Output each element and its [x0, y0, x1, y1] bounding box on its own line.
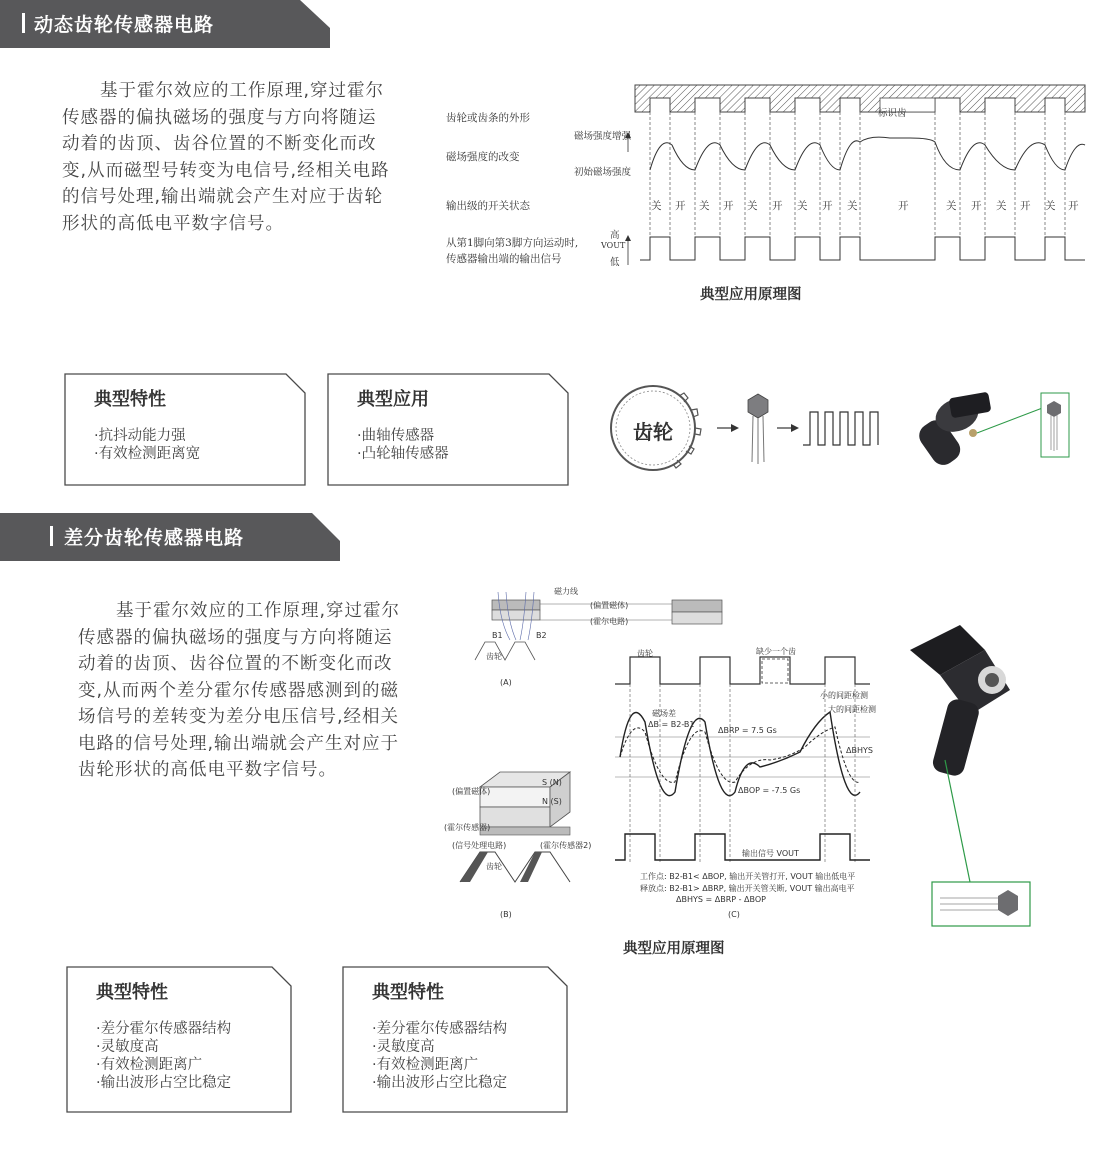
row-label-switch-state: 输出级的开关状态 [446, 200, 530, 212]
switch-state-label: 开 [772, 200, 783, 212]
switch-state-label: 开 [1068, 200, 1079, 212]
differential-sensor-image [900, 620, 1060, 930]
hall-chip [748, 394, 768, 418]
switch-state-label: 关 [996, 200, 1007, 212]
switch-state-label: 开 [1020, 200, 1031, 212]
section2-title: 差分齿轮传感器电路 [64, 527, 245, 549]
card-diff-a-list [96, 1020, 231, 1092]
switch-state-label: 关 [847, 200, 858, 212]
card-diff-features-b [342, 966, 568, 1113]
list-item: ·差分霍尔传感器结构 [372, 1021, 508, 1037]
card-diff-features-a [66, 966, 292, 1113]
section2-banner [0, 513, 340, 561]
switch-state-label: 开 [898, 200, 909, 212]
b1-label: B1 [492, 631, 503, 640]
section1-paragraph [62, 78, 392, 237]
list-item: ·有效检测距离广 [96, 1057, 203, 1073]
field-diff-label: 磁场差 [652, 709, 676, 718]
row-label-gear-shape: 齿轮或齿条的外形 [446, 112, 530, 124]
switch-state-label: 关 [747, 200, 758, 212]
bhys-label: ΔBHYS [846, 746, 873, 755]
label-c: (C) [728, 910, 740, 919]
list-item: ·差分霍尔传感器结构 [96, 1021, 232, 1037]
section2-paragraph-text: 基于霍尔效应的工作原理,穿过霍尔传感器的偏执磁场的强度与方向将随运动着的齿顶、齿谷位置的不断变化而改变,从而两个差分霍尔传感器感测到的磁场信号的差转变为差分电压信号,经相关电路的信号处理,输出端就会产生对应于齿轮形状的高低电平数字信号。 [78, 601, 401, 780]
b2-label: B2 [536, 631, 547, 640]
row-label-direction: 从第1脚向第3脚方向运动时, [446, 237, 579, 249]
card-diff-b-list [372, 1020, 507, 1092]
hall-circuit-label: (霍尔电路) [590, 617, 629, 626]
note-release: 释放点: B2-B1> ΔBRP, 输出开关管关断, VOUT 输出高电平 [640, 884, 855, 893]
bop-label: ΔBOP = -7.5 Gs [738, 786, 801, 795]
card-diff-b-title: 典型特性 [372, 982, 444, 1003]
vout-high-label: 高 [610, 230, 620, 241]
field-up-label: 磁场强度增强 [574, 131, 632, 142]
card-applications-title: 典型应用 [357, 389, 429, 410]
bias-magnet2-label: (偏置磁体) [452, 787, 491, 796]
gear-profile [635, 85, 1085, 112]
list-item: ·凸轮轴传感器 [357, 446, 449, 462]
card-diff-a-title: 典型特性 [96, 982, 168, 1003]
note-hysteresis: ΔBHYS = ΔBRP - ΔBOP [676, 895, 766, 904]
square-wave [803, 412, 878, 445]
row-label-output: 传感器输出端的输出信号 [446, 253, 562, 265]
missing-tooth-label: 缺少一个齿 [756, 647, 796, 656]
label-a: (A) [500, 678, 512, 687]
section1-title: 动态齿轮传感器电路 [34, 14, 215, 36]
section1-banner [0, 0, 330, 48]
switch-state-label: 开 [675, 200, 686, 212]
list-item: ·灵敏度高 [372, 1039, 435, 1055]
switch-state-label: 关 [946, 200, 957, 212]
row-label-field-change: 磁场强度的改变 [446, 151, 520, 163]
vout-low-label: 低 [610, 257, 620, 268]
magnetic-line-label: 磁力线 [554, 587, 578, 596]
vout-label: VOUT [601, 241, 626, 250]
list-item: ·输出波形占空比稳定 [372, 1075, 508, 1091]
diagram1-caption: 典型应用原理图 [700, 287, 802, 303]
note-operate: 工作点: B2-B1< ΔBOP, 输出开关管打开, VOUT 输出低电平 [640, 872, 856, 881]
gear-label-b: 齿轮 [486, 862, 502, 871]
vout-output-label: 输出信号 VOUT [742, 849, 799, 858]
field-init-label: 初始磁场强度 [574, 167, 632, 178]
list-item: ·灵敏度高 [96, 1039, 159, 1055]
hall-sensor2-label: (霍尔传感器2) [540, 841, 592, 850]
gear-label-c: 齿轮 [637, 649, 653, 658]
list-item: ·抗抖动能力强 [94, 428, 186, 444]
card-applications-list [357, 427, 449, 463]
gear-label-a: 齿轮 [486, 652, 502, 661]
hall-sensor-label: (霍尔传感器) [444, 823, 491, 832]
section1-paragraph-text: 基于霍尔效应的工作原理,穿过霍尔传感器的偏执磁场的强度与方向将随运动着的齿顶、齿谷位置的不断变化而改变,从而磁型号转变为电信号,经相关电路的信号处理,输出端就会产生对应于齿轮形状的高低电平数字信号。 [62, 81, 390, 234]
delta-formula-label: ΔB = B2-B1 [648, 720, 695, 729]
signal-circuit-label: (信号处理电路) [452, 841, 507, 850]
switch-state-label: 关 [651, 200, 662, 212]
switch-state-label: 关 [1045, 200, 1056, 212]
banner-bar [22, 13, 25, 33]
list-item: ·有效检测距离广 [372, 1057, 479, 1073]
label-b: (B) [500, 910, 512, 919]
brp-label: ΔBRP = 7.5 Gs [718, 726, 777, 735]
bias-magnet-label: (偏置磁体) [590, 601, 629, 610]
card-features-title: 典型特性 [94, 389, 166, 410]
section2-paragraph [78, 598, 408, 784]
card-applications [327, 373, 569, 486]
sn-label: S (N) [542, 778, 562, 787]
switch-state-label: 开 [723, 200, 734, 212]
switch-state-label: 开 [822, 200, 833, 212]
list-item: ·输出波形占空比稳定 [96, 1075, 232, 1091]
output-waveform [640, 237, 1085, 260]
field-waveform [650, 137, 1085, 170]
list-item: ·有效检测距离宽 [94, 446, 201, 462]
gear-label: 齿轮 [633, 420, 673, 444]
card-features [64, 373, 306, 486]
crank-sensor-image [905, 385, 1085, 470]
large-gap-label: 大的间距检测 [828, 705, 876, 714]
banner-bar [50, 526, 53, 546]
switch-state-label: 关 [699, 200, 710, 212]
switch-state-label: 关 [797, 200, 808, 212]
ns-label: N (S) [542, 797, 562, 806]
diagram2-caption: 典型应用原理图 [623, 941, 725, 957]
list-item: ·曲轴传感器 [357, 428, 435, 444]
switch-state-label: 开 [971, 200, 982, 212]
small-gap-label: 小的间距检测 [820, 691, 868, 700]
mark-tooth-label: 标识齿 [878, 108, 907, 119]
card-features-list [94, 427, 200, 463]
